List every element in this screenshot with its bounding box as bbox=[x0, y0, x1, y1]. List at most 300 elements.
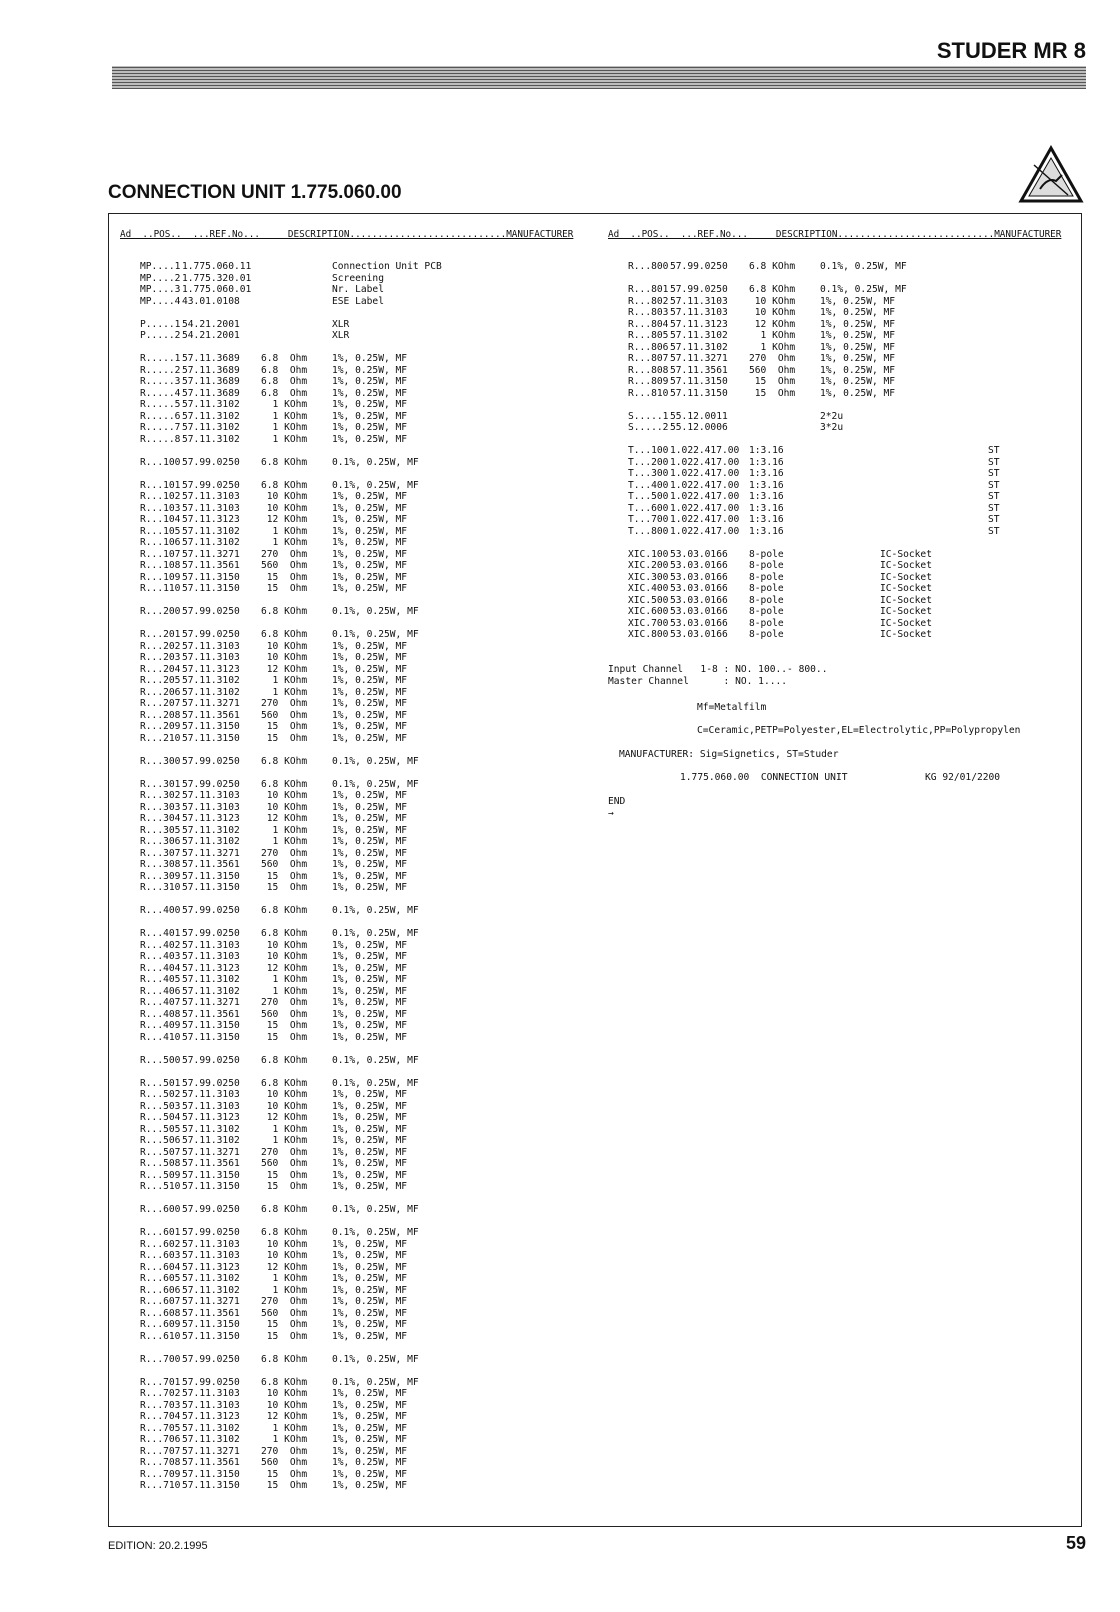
part-ref: 57.11.3103 bbox=[182, 951, 240, 962]
part-description: 1%, 0.25W, MF bbox=[332, 1307, 408, 1319]
part-ref: 57.11.3150 bbox=[182, 870, 240, 882]
part-pos: R...710 bbox=[140, 1480, 181, 1491]
part-value: 6.8 Ohm bbox=[261, 353, 308, 364]
part-pos: R.....1 bbox=[140, 353, 181, 364]
part-value: 560 Ohm bbox=[261, 709, 308, 721]
part-ref: 57.11.3103 bbox=[182, 1399, 240, 1411]
part-pos: R...100 bbox=[140, 456, 181, 468]
part-pos: R...210 bbox=[140, 732, 181, 744]
part-value: 15 Ohm bbox=[261, 1020, 308, 1031]
part-pos: R...406 bbox=[140, 985, 181, 997]
part-description: 1%, 0.25W, MF bbox=[332, 870, 408, 882]
part-description: 1%, 0.25W, MF bbox=[332, 1020, 408, 1031]
part-pos: R...302 bbox=[140, 790, 181, 801]
part-pos: R.....3 bbox=[140, 376, 181, 387]
part-manufacturer: IC-Socket bbox=[880, 617, 932, 629]
part-ref: 57.99.0250 bbox=[182, 778, 240, 790]
part-description: 1%, 0.25W, MF bbox=[820, 387, 896, 399]
arrow-icon: → bbox=[608, 808, 614, 819]
part-value: 1:3.16 bbox=[749, 445, 784, 456]
part-pos: R...209 bbox=[140, 721, 181, 732]
part-description: 1%, 0.25W, MF bbox=[332, 1100, 408, 1112]
part-ref: 57.11.3103 bbox=[182, 491, 240, 502]
part-ref: 57.11.3150 bbox=[670, 376, 728, 387]
part-ref: 57.11.3102 bbox=[182, 985, 240, 997]
part-description: 1%, 0.25W, MF bbox=[332, 974, 408, 985]
part-value: 1 KOhm bbox=[261, 1273, 308, 1284]
part-ref: 57.11.3123 bbox=[182, 663, 240, 675]
part-pos: R...604 bbox=[140, 1261, 181, 1273]
part-value: 270 Ohm bbox=[749, 353, 796, 364]
part-description: 1%, 0.25W, MF bbox=[332, 1158, 408, 1169]
part-ref: 57.99.0250 bbox=[182, 755, 240, 767]
part-ref: 57.11.3150 bbox=[182, 1319, 240, 1330]
part-pos: R...105 bbox=[140, 525, 181, 537]
part-value: 15 Ohm bbox=[261, 721, 308, 732]
part-description: 1%, 0.25W, MF bbox=[332, 663, 408, 675]
part-ref: 57.11.3150 bbox=[182, 1181, 240, 1192]
part-description: 1%, 0.25W, MF bbox=[332, 1319, 408, 1330]
part-ref: 57.11.3102 bbox=[182, 1135, 240, 1146]
part-description: 1%, 0.25W, MF bbox=[332, 1284, 408, 1296]
part-ref: 57.11.3150 bbox=[182, 571, 240, 583]
part-ref: 57.99.0250 bbox=[670, 261, 728, 272]
part-pos: R.....5 bbox=[140, 399, 181, 410]
part-ref: 57.11.3150 bbox=[182, 1468, 240, 1480]
part-value: 6.8 KOhm bbox=[261, 928, 308, 939]
part-pos: R...204 bbox=[140, 663, 181, 675]
part-description: 1%, 0.25W, MF bbox=[332, 1468, 408, 1480]
part-pos: R...202 bbox=[140, 640, 181, 652]
part-pos: R...809 bbox=[628, 376, 669, 387]
part-pos: T...400 bbox=[628, 479, 669, 491]
part-value: 1:3.16 bbox=[749, 514, 784, 525]
part-description: 1%, 0.25W, MF bbox=[332, 1411, 408, 1422]
part-ref: 57.11.3561 bbox=[182, 560, 240, 571]
part-pos: R...502 bbox=[140, 1089, 181, 1100]
part-ref: 57.11.3102 bbox=[182, 399, 240, 410]
part-ref: 57.99.0250 bbox=[182, 1353, 240, 1365]
part-code: ST bbox=[988, 514, 1000, 525]
part-value: 10 KOhm bbox=[261, 1100, 308, 1112]
part-value: 1:3.16 bbox=[749, 468, 784, 479]
part-value: 15 Ohm bbox=[261, 870, 308, 882]
part-description: 1%, 0.25W, MF bbox=[332, 640, 408, 652]
manufacturer-legend: MANUFACTURER: Sig=Signetics, ST=Studer bbox=[619, 749, 839, 760]
part-value: 10 KOhm bbox=[261, 502, 308, 514]
part-value: 12 KOhm bbox=[261, 514, 308, 525]
part-ref: 57.11.3150 bbox=[182, 1330, 240, 1342]
part-pos: R...407 bbox=[140, 997, 181, 1008]
part-ref: 1.022.417.00 bbox=[670, 514, 740, 525]
page-number: 59 bbox=[1065, 1533, 1086, 1553]
part-pos: XIC.700 bbox=[628, 617, 669, 629]
part-pos: R...304 bbox=[140, 813, 181, 824]
part-description: 1%, 0.25W, MF bbox=[820, 318, 896, 330]
part-value: 12 KOhm bbox=[261, 1112, 308, 1123]
part-description: 1%, 0.25W, MF bbox=[332, 1422, 408, 1434]
part-ref: 57.99.0250 bbox=[182, 456, 240, 468]
part-pos: T...200 bbox=[628, 456, 669, 468]
part-pos: R.....2 bbox=[140, 364, 181, 376]
part-pos: R...208 bbox=[140, 709, 181, 721]
part-value: 10 KOhm bbox=[261, 1238, 308, 1250]
part-pos: R...102 bbox=[140, 491, 181, 502]
part-value: 15 Ohm bbox=[261, 1330, 308, 1342]
part-value: 15 Ohm bbox=[749, 387, 796, 399]
part-description: 1%, 0.25W, MF bbox=[332, 1135, 408, 1146]
part-ref: 57.11.3150 bbox=[182, 1480, 240, 1491]
part-description: 0.1%, 0.25W, MF bbox=[332, 606, 419, 617]
part-value: 270 Ohm bbox=[261, 1146, 308, 1158]
part-pos: R...702 bbox=[140, 1388, 181, 1399]
part-pos: R...607 bbox=[140, 1296, 181, 1307]
kg-reference: KG 92/01/2200 bbox=[925, 772, 1001, 783]
part-pos: R...501 bbox=[140, 1077, 181, 1089]
part-pos: XIC.300 bbox=[628, 571, 669, 583]
part-code: ST bbox=[988, 479, 1000, 491]
part-description: 1%, 0.25W, MF bbox=[820, 364, 896, 376]
part-description: 1%, 0.25W, MF bbox=[332, 985, 408, 997]
part-description: 1%, 0.25W, MF bbox=[332, 525, 408, 537]
part-ref: 57.11.3102 bbox=[182, 974, 240, 985]
part-pos: T...100 bbox=[628, 445, 669, 456]
part-value: 1 KOhm bbox=[261, 1422, 308, 1434]
part-pos: R...303 bbox=[140, 801, 181, 813]
part-value: 10 KOhm bbox=[261, 951, 308, 962]
part-description: 1%, 0.25W, MF bbox=[820, 353, 896, 364]
part-pos: XIC.500 bbox=[628, 594, 669, 606]
part-ref: 57.99.0250 bbox=[182, 1227, 240, 1238]
part-pos: R...509 bbox=[140, 1169, 181, 1181]
part-value: 15 Ohm bbox=[261, 882, 308, 893]
part-value: 1 KOhm bbox=[261, 1284, 308, 1296]
part-description: 1%, 0.25W, MF bbox=[332, 1445, 408, 1457]
part-description: 1%, 0.25W, MF bbox=[332, 1146, 408, 1158]
input-channel-note: Input Channel 1-8 : NO. 100..- 800.. bbox=[608, 664, 828, 675]
part-description: 1%, 0.25W, MF bbox=[820, 295, 896, 307]
part-value: 15 Ohm bbox=[261, 1169, 308, 1181]
part-ref: 57.11.3102 bbox=[182, 836, 240, 847]
part-ref: 53.03.0166 bbox=[670, 571, 728, 583]
part-manufacturer: IC-Socket bbox=[880, 594, 932, 606]
part-description: 1%, 0.25W, MF bbox=[332, 1480, 408, 1491]
part-pos: R...508 bbox=[140, 1158, 181, 1169]
part-ref: 57.11.3103 bbox=[182, 1089, 240, 1100]
part-ref: 1.022.417.00 bbox=[670, 525, 740, 537]
part-pos: R...707 bbox=[140, 1445, 181, 1457]
part-description: 1%, 0.25W, MF bbox=[332, 1089, 408, 1100]
part-ref: 1.022.417.00 bbox=[670, 445, 740, 456]
part-description: 1%, 0.25W, MF bbox=[332, 502, 408, 514]
part-description: 1%, 0.25W, MF bbox=[332, 813, 408, 824]
part-manufacturer: IC-Socket bbox=[880, 560, 932, 571]
part-value: 6.8 Ohm bbox=[261, 364, 308, 376]
part-value: 8-pole bbox=[749, 606, 784, 617]
part-description: 1%, 0.25W, MF bbox=[332, 1330, 408, 1342]
part-pos: R...201 bbox=[140, 629, 181, 640]
part-pos: R...704 bbox=[140, 1411, 181, 1422]
part-ref: 57.11.3123 bbox=[182, 1411, 240, 1422]
part-description: Connection Unit PCB bbox=[332, 261, 442, 272]
part-pos: R...608 bbox=[140, 1307, 181, 1319]
part-value: 8-pole bbox=[749, 548, 784, 560]
part-value: 10 KOhm bbox=[261, 491, 308, 502]
part-value: 1 KOhm bbox=[749, 330, 796, 341]
part-ref: 55.12.0006 bbox=[670, 422, 728, 433]
part-value: 10 KOhm bbox=[261, 1399, 308, 1411]
part-pos: R...410 bbox=[140, 1031, 181, 1043]
part-value: 1 KOhm bbox=[261, 686, 308, 698]
part-description: 1%, 0.25W, MF bbox=[332, 1457, 408, 1468]
part-pos: R...305 bbox=[140, 824, 181, 836]
part-value: 560 Ohm bbox=[261, 560, 308, 571]
part-ref: 57.11.3271 bbox=[182, 548, 240, 560]
part-description: 0.1%, 0.25W, MF bbox=[332, 1204, 419, 1215]
part-description: 1%, 0.25W, MF bbox=[332, 410, 408, 422]
part-pos: XIC.200 bbox=[628, 560, 669, 571]
part-pos: R...606 bbox=[140, 1284, 181, 1296]
part-ref: 57.11.3102 bbox=[182, 1284, 240, 1296]
part-description: 1%, 0.25W, MF bbox=[332, 997, 408, 1008]
part-description: 1%, 0.25W, MF bbox=[332, 675, 408, 686]
part-value: 12 KOhm bbox=[261, 663, 308, 675]
part-pos: R...408 bbox=[140, 1008, 181, 1020]
header-band bbox=[112, 66, 1086, 89]
part-description: 0.1%, 0.25W, MF bbox=[332, 629, 419, 640]
part-value: 1:3.16 bbox=[749, 479, 784, 491]
part-ref: 57.11.3103 bbox=[182, 640, 240, 652]
part-ref: 57.11.3561 bbox=[182, 1008, 240, 1020]
part-ref: 57.11.3150 bbox=[182, 721, 240, 732]
part-ref: 57.11.3103 bbox=[670, 307, 728, 318]
part-pos: R...306 bbox=[140, 836, 181, 847]
part-value: 6.8 Ohm bbox=[261, 387, 308, 399]
part-pos: R...104 bbox=[140, 514, 181, 525]
part-description: 1%, 0.25W, MF bbox=[332, 1181, 408, 1192]
part-description: 0.1%, 0.25W, MF bbox=[332, 1054, 419, 1066]
part-ref: 57.11.3561 bbox=[182, 709, 240, 721]
part-pos: R.....4 bbox=[140, 387, 181, 399]
part-ref: 57.11.3271 bbox=[182, 1146, 240, 1158]
part-pos: R.....8 bbox=[140, 433, 181, 445]
part-value: 1 KOhm bbox=[261, 675, 308, 686]
part-pos: R...802 bbox=[628, 295, 669, 307]
part-description: 1%, 0.25W, MF bbox=[332, 698, 408, 709]
part-ref: 57.11.3689 bbox=[182, 387, 240, 399]
part-manufacturer: IC-Socket bbox=[880, 629, 932, 640]
part-ref: 57.11.3150 bbox=[670, 387, 728, 399]
part-value: 15 Ohm bbox=[261, 1468, 308, 1480]
part-value: 6.8 KOhm bbox=[261, 1077, 308, 1089]
esd-warning-icon bbox=[1018, 145, 1084, 205]
part-value: 15 Ohm bbox=[261, 571, 308, 583]
part-description: 1%, 0.25W, MF bbox=[820, 341, 896, 353]
part-ref: 57.11.3561 bbox=[182, 1158, 240, 1169]
part-ref: 57.11.3123 bbox=[182, 962, 240, 974]
part-ref: 57.11.3102 bbox=[182, 525, 240, 537]
part-ref: 57.99.0250 bbox=[182, 606, 240, 617]
part-value: 12 KOhm bbox=[261, 813, 308, 824]
part-ref: 54.21.2001 bbox=[182, 318, 240, 330]
part-value: 560 Ohm bbox=[261, 1158, 308, 1169]
part-code: ST bbox=[988, 502, 1000, 514]
part-ref: 57.11.3102 bbox=[182, 1123, 240, 1135]
part-ref: 57.11.3102 bbox=[182, 824, 240, 836]
part-description: 1%, 0.25W, MF bbox=[332, 721, 408, 732]
part-description: 1%, 0.25W, MF bbox=[332, 548, 408, 560]
part-value: 1 KOhm bbox=[749, 341, 796, 353]
part-description: 1%, 0.25W, MF bbox=[332, 847, 408, 859]
part-description: 1%, 0.25W, MF bbox=[332, 514, 408, 525]
part-ref: 57.11.3103 bbox=[182, 1250, 240, 1261]
part-pos: R...403 bbox=[140, 951, 181, 962]
part-description: 1%, 0.25W, MF bbox=[332, 790, 408, 801]
part-ref: 1.775.060.01 bbox=[182, 284, 252, 295]
part-ref: 53.03.0166 bbox=[670, 629, 728, 640]
part-description: 1%, 0.25W, MF bbox=[332, 364, 408, 376]
part-pos: T...800 bbox=[628, 525, 669, 537]
part-value: 8-pole bbox=[749, 560, 784, 571]
part-value: 12 KOhm bbox=[749, 318, 796, 330]
part-description: 0.1%, 0.25W, MF bbox=[820, 261, 907, 272]
part-pos: R...500 bbox=[140, 1054, 181, 1066]
part-pos: XIC.800 bbox=[628, 629, 669, 640]
part-value: 560 Ohm bbox=[261, 1457, 308, 1468]
part-description: 1%, 0.25W, MF bbox=[332, 801, 408, 813]
part-description: 1%, 0.25W, MF bbox=[332, 859, 408, 870]
part-description: 1%, 0.25W, MF bbox=[332, 1112, 408, 1123]
part-value: 12 KOhm bbox=[261, 1411, 308, 1422]
part-ref: 57.99.0250 bbox=[182, 928, 240, 939]
end-marker: END bbox=[608, 796, 626, 807]
part-description: 0.1%, 0.25W, MF bbox=[332, 1077, 419, 1089]
part-description: 1%, 0.25W, MF bbox=[332, 1250, 408, 1261]
part-pos: R...709 bbox=[140, 1468, 181, 1480]
part-pos: XIC.600 bbox=[628, 606, 669, 617]
part-description: 1%, 0.25W, MF bbox=[820, 307, 896, 318]
part-description: 1%, 0.25W, MF bbox=[820, 330, 896, 341]
part-value: 1 KOhm bbox=[261, 422, 308, 433]
part-pos: R...602 bbox=[140, 1238, 181, 1250]
part-description: 0.1%, 0.25W, MF bbox=[332, 905, 419, 916]
part-description: XLR bbox=[332, 318, 350, 330]
part-description: 1%, 0.25W, MF bbox=[332, 1031, 408, 1043]
part-ref: 53.03.0166 bbox=[670, 560, 728, 571]
part-pos: R...404 bbox=[140, 962, 181, 974]
part-pos: R...805 bbox=[628, 330, 669, 341]
part-description: 1%, 0.25W, MF bbox=[332, 537, 408, 548]
part-pos: T...600 bbox=[628, 502, 669, 514]
part-pos: MP....2 bbox=[140, 272, 181, 284]
part-pos: T...500 bbox=[628, 491, 669, 502]
part-description: 1%, 0.25W, MF bbox=[332, 962, 408, 974]
part-pos: R...310 bbox=[140, 882, 181, 893]
part-ref: 57.11.3150 bbox=[182, 583, 240, 594]
part-description: 1%, 0.25W, MF bbox=[332, 1434, 408, 1445]
part-value: 6.8 KOhm bbox=[749, 261, 796, 272]
part-value: 6.8 Ohm bbox=[261, 376, 308, 387]
part-pos: R...605 bbox=[140, 1273, 181, 1284]
part-ref: 57.11.3150 bbox=[182, 1020, 240, 1031]
part-value: 6.8 KOhm bbox=[749, 284, 796, 295]
part-pos: R...308 bbox=[140, 859, 181, 870]
part-ref: 57.99.0250 bbox=[670, 284, 728, 295]
part-description: 2*2u bbox=[820, 410, 844, 422]
part-description: 1%, 0.25W, MF bbox=[332, 732, 408, 744]
part-pos: R...806 bbox=[628, 341, 669, 353]
part-value: 1:3.16 bbox=[749, 525, 784, 537]
part-pos: R...301 bbox=[140, 778, 181, 790]
part-pos: MP....3 bbox=[140, 284, 181, 295]
part-description: 1%, 0.25W, MF bbox=[332, 652, 408, 663]
part-ref: 57.11.3102 bbox=[182, 1422, 240, 1434]
part-ref: 57.11.3123 bbox=[182, 1261, 240, 1273]
part-value: 270 Ohm bbox=[261, 847, 308, 859]
part-ref: 57.11.3102 bbox=[182, 422, 240, 433]
part-value: 560 Ohm bbox=[261, 859, 308, 870]
part-ref: 57.11.3271 bbox=[182, 997, 240, 1008]
part-description: ESE Label bbox=[332, 295, 384, 307]
part-pos: R...503 bbox=[140, 1100, 181, 1112]
part-pos: R...810 bbox=[628, 387, 669, 399]
edition-label: EDITION: 20.2.1995 bbox=[108, 1540, 208, 1552]
part-value: 12 KOhm bbox=[261, 962, 308, 974]
part-ref: 57.11.3103 bbox=[182, 939, 240, 951]
part-code: ST bbox=[988, 468, 1000, 479]
part-value: 15 Ohm bbox=[261, 732, 308, 744]
part-description: 1%, 0.25W, MF bbox=[332, 571, 408, 583]
parts-list-frame bbox=[108, 213, 1082, 1527]
part-description: 1%, 0.25W, MF bbox=[332, 1238, 408, 1250]
part-ref: 57.11.3103 bbox=[182, 502, 240, 514]
part-ref: 1.022.417.00 bbox=[670, 468, 740, 479]
part-manufacturer: IC-Socket bbox=[880, 606, 932, 617]
part-pos: R...808 bbox=[628, 364, 669, 376]
part-ref: 1.775.320.01 bbox=[182, 272, 252, 284]
part-ref: 57.11.3102 bbox=[182, 675, 240, 686]
part-value: 15 Ohm bbox=[261, 1031, 308, 1043]
part-pos: XIC.400 bbox=[628, 583, 669, 594]
part-pos: R...510 bbox=[140, 1181, 181, 1192]
part-value: 1 KOhm bbox=[261, 836, 308, 847]
part-description: XLR bbox=[332, 330, 350, 341]
part-ref: 1.022.417.00 bbox=[670, 502, 740, 514]
part-ref: 57.11.3103 bbox=[182, 1238, 240, 1250]
part-ref: 53.03.0166 bbox=[670, 617, 728, 629]
part-value: 1 KOhm bbox=[261, 399, 308, 410]
part-value: 15 Ohm bbox=[261, 1181, 308, 1192]
part-pos: R...103 bbox=[140, 502, 181, 514]
part-pos: P.....2 bbox=[140, 330, 181, 341]
part-pos: R...610 bbox=[140, 1330, 181, 1342]
part-value: 6.8 KOhm bbox=[261, 1376, 308, 1388]
part-value: 6.8 KOhm bbox=[261, 606, 308, 617]
part-value: 8-pole bbox=[749, 571, 784, 583]
part-ref: 1.022.417.00 bbox=[670, 479, 740, 491]
part-pos: R.....6 bbox=[140, 410, 181, 422]
part-ref: 57.11.3102 bbox=[670, 330, 728, 341]
part-description: 1%, 0.25W, MF bbox=[820, 376, 896, 387]
part-manufacturer: IC-Socket bbox=[880, 548, 932, 560]
part-description: 0.1%, 0.25W, MF bbox=[332, 1227, 419, 1238]
part-value: 8-pole bbox=[749, 617, 784, 629]
part-ref: 57.11.3561 bbox=[182, 1307, 240, 1319]
part-ref: 57.11.3123 bbox=[182, 813, 240, 824]
part-value: 1 KOhm bbox=[261, 974, 308, 985]
part-ref: 57.11.3150 bbox=[182, 1169, 240, 1181]
part-description: 1%, 0.25W, MF bbox=[332, 387, 408, 399]
